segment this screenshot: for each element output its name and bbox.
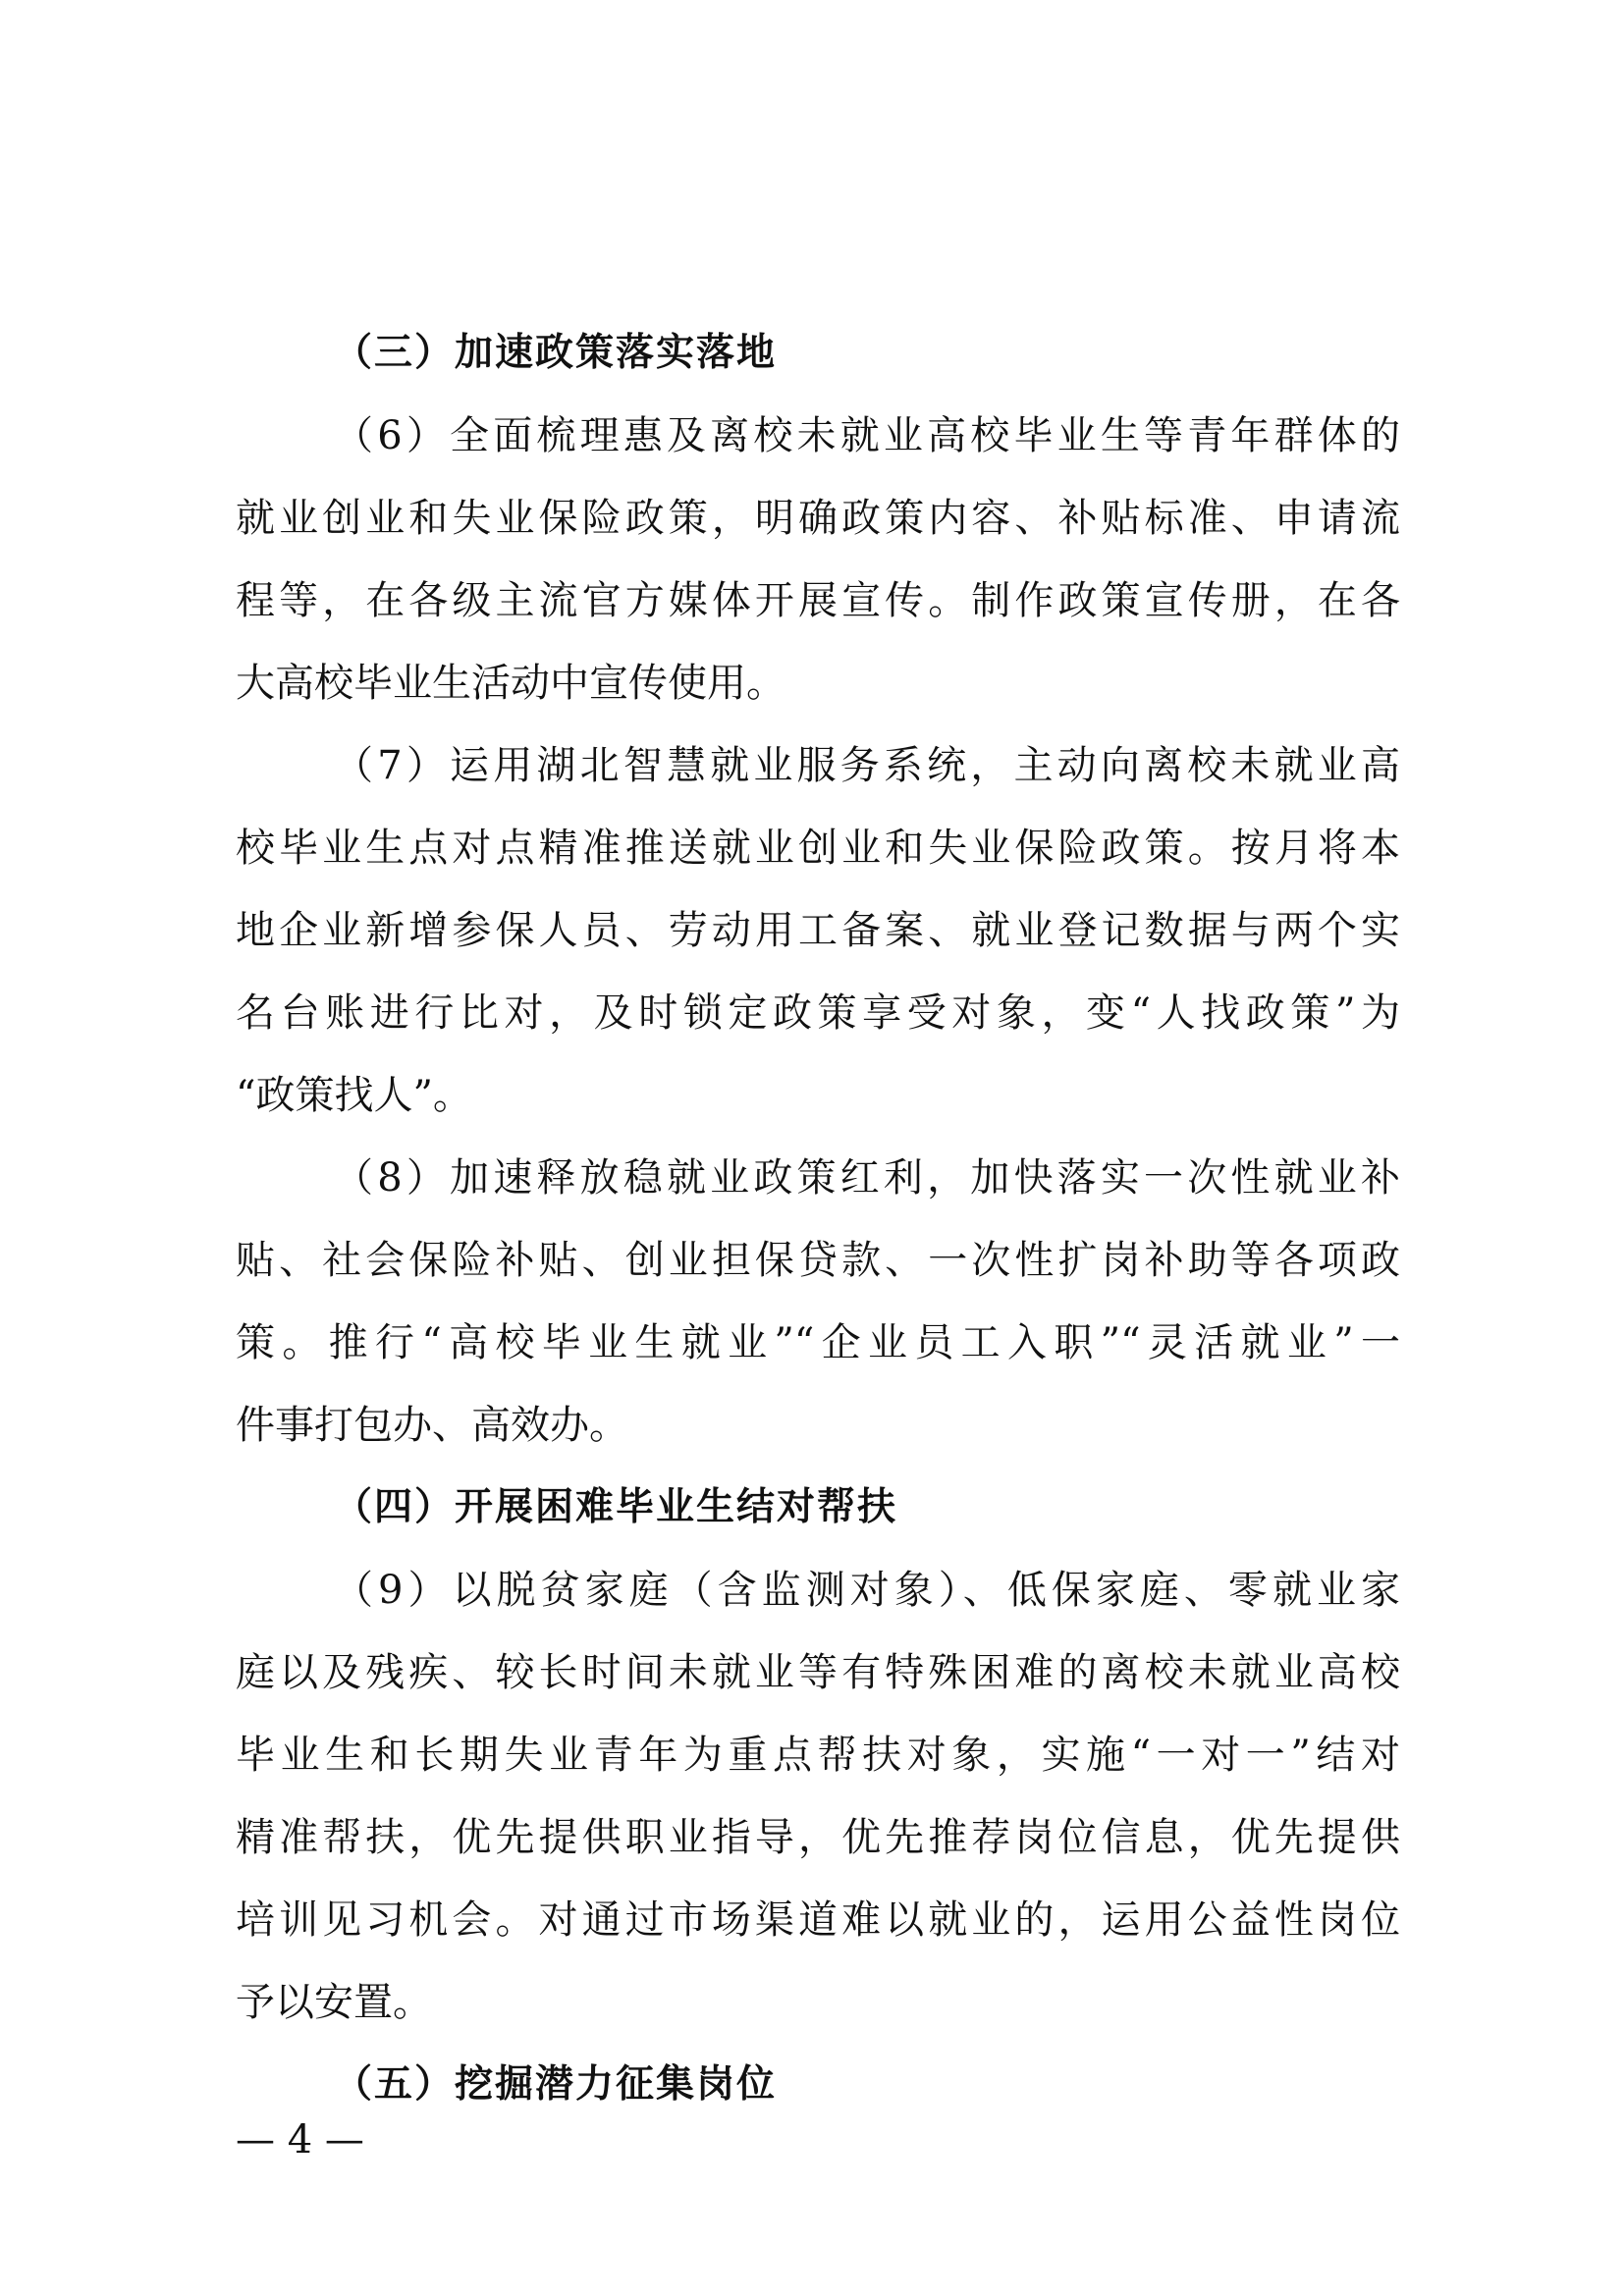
heading-text: （五）挖掘潜力征集岗位 bbox=[334, 2062, 778, 2107]
section-heading bbox=[236, 1467, 1400, 1549]
heading-text: （四）开展困难毕业生结对帮扶 bbox=[334, 1485, 898, 1529]
paragraph-line: 庭以及残疾、较长时间未就业等有特殊困难的离校未就业高校 bbox=[236, 1650, 1400, 1695]
paragraph-line: （8）加速释放稳就业政策红利，加快落实一次性就业补 bbox=[334, 1155, 1400, 1201]
paragraph-line: 件事打包办、高效办。 bbox=[236, 1403, 628, 1448]
paragraph bbox=[236, 724, 1400, 1137]
paragraph-line: 策。推行“高校毕业生就业”“企业员工入职”“灵活就业”一 bbox=[236, 1320, 1400, 1365]
paragraph-line: （6）全面梳理惠及离校未就业高校毕业生等青年群体的 bbox=[334, 413, 1400, 458]
paragraph-line: 程等，在各级主流官方媒体开展宣传。制作政策宣传册，在各 bbox=[236, 578, 1400, 623]
heading-text: （三）加速政策落实落地 bbox=[334, 331, 778, 375]
paragraph-line: 名台账进行比对，及时锁定政策享受对象，变“人找政策”为 bbox=[236, 990, 1400, 1036]
paragraph-line: 贴、社会保险补贴、创业担保贷款、一次性扩岗补助等各项政 bbox=[236, 1238, 1400, 1283]
paragraph-line: 地企业新增参保人员、劳动用工备案、就业登记数据与两个实 bbox=[236, 908, 1400, 953]
document-body bbox=[236, 312, 1400, 2126]
paragraph-line: 精准帮扶，优先提供职业指导，优先推荐岗位信息，优先提供 bbox=[236, 1815, 1400, 1860]
paragraph bbox=[236, 1549, 1400, 2044]
paragraph-line: （7）运用湖北智慧就业服务系统，主动向离校未就业高 bbox=[334, 743, 1400, 788]
page-number: — 4 — bbox=[236, 2117, 364, 2163]
paragraph-line: 毕业生和长期失业青年为重点帮扶对象，实施“一对一”结对 bbox=[236, 1733, 1400, 1778]
paragraph-line: （9）以脱贫家庭（含监测对象）、低保家庭、零就业家 bbox=[334, 1568, 1400, 1613]
paragraph-line: 校毕业生点对点精准推送就业创业和失业保险政策。按月将本 bbox=[236, 826, 1400, 871]
paragraph-line: 就业创业和失业保险政策，明确政策内容、补贴标准、申请流 bbox=[236, 496, 1400, 541]
paragraph-line: 培训见习机会。对通过市场渠道难以就业的，运用公益性岗位 bbox=[236, 1897, 1400, 1943]
section-heading bbox=[236, 312, 1400, 395]
paragraph-line: 予以安置。 bbox=[236, 1980, 432, 2025]
paragraph bbox=[236, 1137, 1400, 1467]
paragraph-line: “政策找人”。 bbox=[236, 1073, 472, 1118]
paragraph bbox=[236, 395, 1400, 724]
paragraph-line: 大高校毕业生活动中宣传使用。 bbox=[236, 661, 785, 706]
section-heading bbox=[236, 2044, 1400, 2126]
